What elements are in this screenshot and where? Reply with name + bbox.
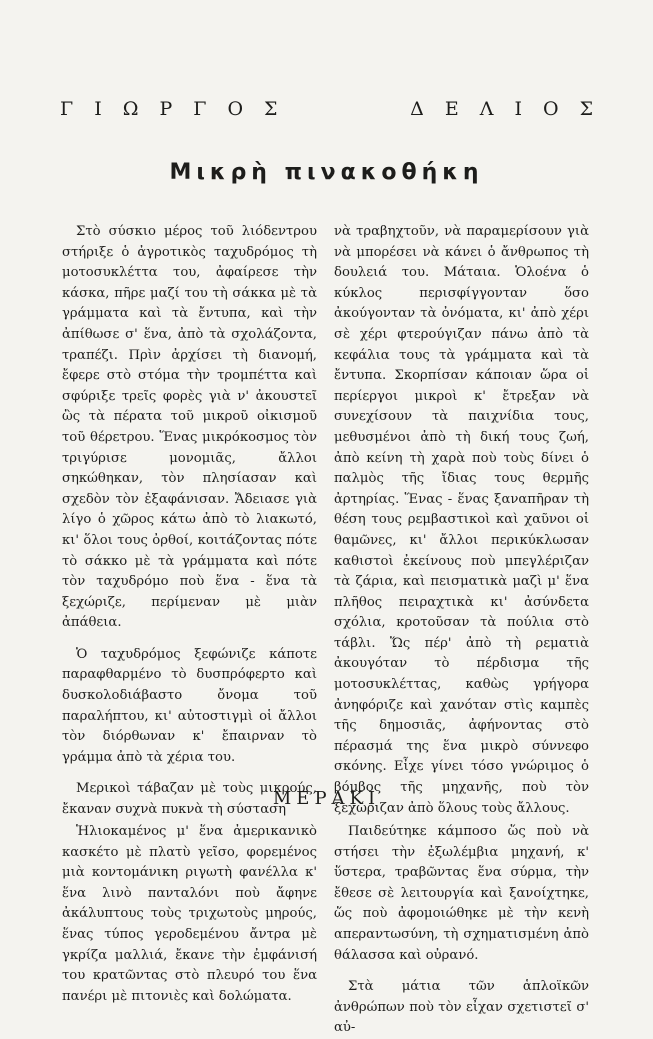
author-letter: Ρ xyxy=(159,98,173,120)
author-letter: Ο xyxy=(542,98,559,120)
author-letter: Σ xyxy=(264,98,278,120)
author-first-name xyxy=(60,98,277,120)
paragraph: Ἡλιοκαμένος μ' ἕνα ἀμερικανικὸ κασκέτο μὲ πλατὺ γεῖσο, φορεμένος μιὰ κοντομάνικη ριγωτὴ φανέλλα κ' ἕνα λινὸ πανταλόνι ποὺ ἄφηνε ἀκάλυπτους τοὺς τριχωτοὺς μηρούς, ἕνας τύπος γεροδεμένου ἄντρα μὲ γκρίζα μαλλιά, ἔκανε τὴν ἐμφάνισή του κρατῶντας στὸ πλευρό του ἕνα πανέρι μὲ πιτονιὲς καὶ δολώματα. xyxy=(62,824,317,1004)
author-letter: Ε xyxy=(444,98,459,120)
author-letter: Γ xyxy=(193,98,207,120)
paragraph: Ὁ ταχυδρόμος ξεφώνιζε κάποτε παραφθαρμένο τὸ δυσπρόφερτο καὶ δυσκολοδιάβαστο ὄνομα τοῦ παραλήπτου, κι' αὐτοστιγμὶ οἱ ἄλλοι τὸν διόρθωναν κ' ἔπαιρναν τὸ γράμμα ἀπὸ τὰ χέρια του. xyxy=(62,646,317,765)
paragraph: Παιδεύτηκε κάμποσο ὥς ποὺ νὰ στήσει τὴν ἐξωλέμβια μηχανή, κ' ὕστερα, τραβῶντας ἕνα σύρμα, τὴν ἔθεσε σὲ λειτουργία καὶ ξανοίχτηκε, ὥς ποὺ ἀφομοιώθηκε μὲ τὴν κενὴ απεραντωσύνη, τὴ σχηματισμένη ἀπὸ θάλασσα καὶ οὐρανό. xyxy=(334,824,589,963)
author-letter: Ι xyxy=(514,98,522,120)
column-right-part1 xyxy=(334,222,589,819)
author-letter: Ω xyxy=(122,98,139,120)
author-letter: Σ xyxy=(579,98,593,120)
paragraph: νὰ τραβηχτοῦν, νὰ παραμερίσουν γιὰ νὰ μπορέσει νὰ κάνει ὁ ἄνθρωπος τὴ δουλειά του. Μάταια. Ὁλοένα ὁ κύκλος περισφίγγονταν ὅσο ἀκούγονταν τὰ ὀνόματα, κι' ἀπὸ χέρι σὲ χέρι φτερούγιζαν πάνω ἀπὸ τὰ κεφάλια τους τὰ γράμματα καὶ τὰ ἔντυπα. Σκορπίσαν κάποιαν ὥρα οἱ περίεργοι μικροὶ κ' ἔτρεξαν νὰ συνεχίσουν τὰ παιχνίδια τους, μεθυσμένοι ἀπὸ τὴ δική τους ζωή, ἀπὸ κείνη τὴ χαρὰ ποὺ τοὺς δίνει ὁ παλμὸς τῆς ἴδιας τους θερμῆς ἀρτηρίας. Ἕνας - ἕνας ξαναπῆραν τὴ θέση τους ρεμβαστικοὶ καὶ χαῦνοι οἱ θαμῶνες, κι' ἄλλοι περικύκλωσαν καθιστοὶ ἐκείνους ποὺ μπεγλέριζαν τὰ ζάρια, καὶ πεισματικὰ μαζὶ μ' ἕνα πλῆθος πειραχτικὰ κι' ἀσύνδετα σχόλια, κροτοῦσαν τὰ πούλια στὸ τάβλι. Ὥς πέρ' ἀπὸ τὴ ρεματιὰ ἀκουγόταν τὸ πέρδισμα τῆς μοτοσυκλέττας, καθὼς γρήγορα ἀνηφόριζε καὶ χανόταν στὶς καμπὲς τῆς δημοσιᾶς, ἀφήνοντας στὸ πέρασμά της ἕνα μικρὸ σύννεφο σκόνης. Εἶχε γίνει τόσο γνώριμος ὁ βόμβος τῆς μηχανῆς, ποὺ τὸν ξεχώριζαν ἀπὸ ὅλους τοὺς ἄλλους. xyxy=(334,224,589,816)
paragraph: Στὸ σύσκιο μέρος τοῦ λιόδεντρου στήριξε ὁ ἀγροτικὸς ταχυδρόμος τὴ μοτοσυκλέττα του, ἀφαίρεσε τὴν κάσκα, πῆρε μαζί του τὴ σάκκα μὲ τὰ γράμματα καὶ τὰ ἔντυπα, καὶ τὴν ἀπίθωσε σ' ἕνα, ἀπὸ τὰ σχολάζοντα, τραπέζι. Πρὶν ἀρχίσει τὴ διανομή, ἔφερε στὸ στόμα τὴν τρομπέττα καὶ σφύριξε τρεῖς φορὲς γιὰ ν' ἀκουστεῖ ὣς τὰ πέρατα τοῦ μικροῦ οἰκισμοῦ τοῦ θέρετρου. Ἕνας μικρόκοσμος τὸν τριγύρισε μονομιᾶς, ἄλλοι σηκώθηκαν, τὸν πλησίασαν καὶ σχεδὸν τὸν ἐξαφάνισαν. Ἄδειασε γιὰ λίγο ὁ χῶρος κάτω ἀπὸ τὸ λιακωτό, κι' ὅλοι τους ὀρθοί, κοιτάζοντας πότε τὸ σάκκο μὲ τὰ γράμματα καὶ πότε τὸν ταχυδρόμο ποὺ ἕνα - ἕνα τὰ ξεχώριζε, περίμεναν μὲ μιὰν ἀπάθεια. xyxy=(62,224,317,631)
author-letter: Λ xyxy=(479,98,494,120)
story-title: Μικρὴ πινακοθήκη xyxy=(169,160,484,185)
column-right-part2 xyxy=(334,822,589,1039)
author-letter: Ι xyxy=(94,98,102,120)
author-last-name xyxy=(410,98,593,120)
paragraph: Μερικοὶ τάβαζαν μὲ τοὺς μικρούς, ἔκαναν συχνὰ πυκνὰ τὴ σύσταση xyxy=(62,781,317,818)
column-left-part1 xyxy=(62,222,317,821)
paragraph: Στὰ μάτια τῶν ἁπλοϊκῶν ἀνθρώπων ποὺ τὸν εἶχαν σχετιστεῖ σ' αὐ- xyxy=(334,979,589,1036)
author-name xyxy=(60,98,593,120)
column-left-part2 xyxy=(62,822,317,1007)
author-letter: Δ xyxy=(410,98,424,120)
section-title: ΜΕΡΑΚΙ xyxy=(272,788,381,809)
author-letter: Ο xyxy=(227,98,244,120)
author-letter: Γ xyxy=(60,98,74,120)
